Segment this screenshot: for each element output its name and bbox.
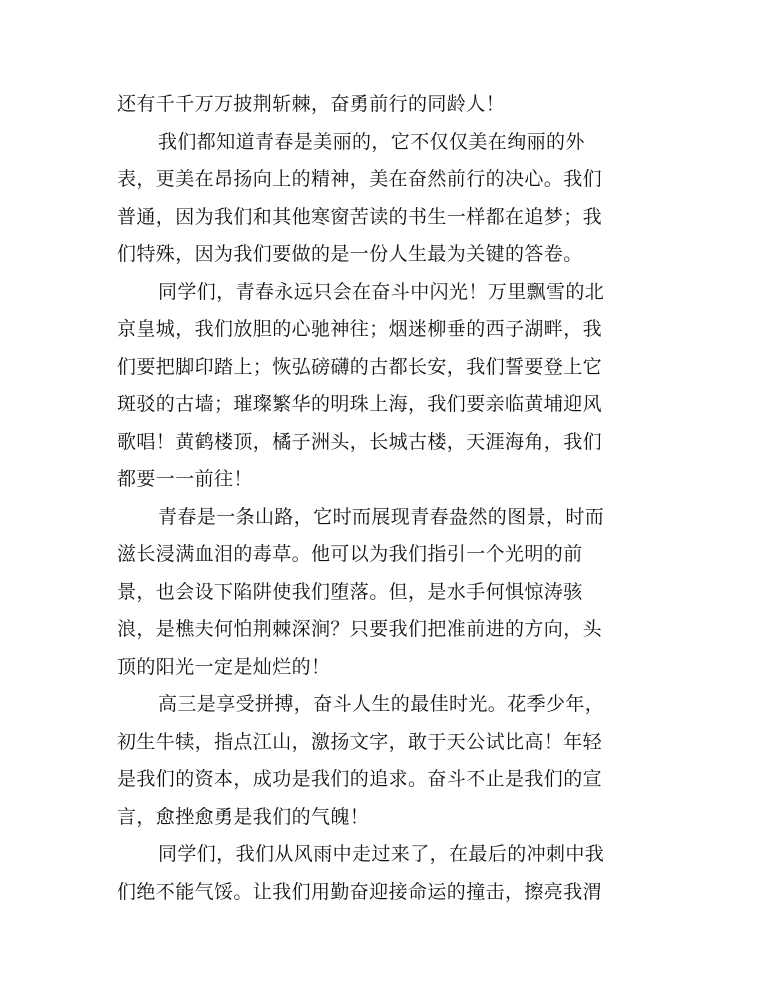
text-line: 们要把脚印踏上；恢弘磅礴的古都长安，我们誓要登上它 <box>117 355 603 378</box>
text-line: 们特殊，因为我们要做的是一份人生最为关键的答卷。 <box>117 243 583 265</box>
text-line: 浪，是樵夫何怕荆棘深涧？只要我们把准前进的方向，头 <box>117 618 603 640</box>
text-line: 京皇城，我们放胆的心驰神往；烟迷柳垂的西子湖畔，我 <box>117 318 603 340</box>
text-line: 还有千千万万披荆斩棘，奋勇前行的同龄人！ <box>117 93 506 115</box>
text-line: 普通，因为我们和其他寒窗苦读的书生一样都在追梦；我 <box>117 205 603 228</box>
paragraph-first-line: 同学们，我们从风雨中走过来了，在最后的冲刺中我 <box>158 843 605 865</box>
text-line: 是我们的资本，成功是我们的追求。奋斗不止是我们的宣 <box>117 768 603 790</box>
text-line: 景，也会设下陷阱使我们堕落。但，是水手何惧惊涛骇 <box>117 580 583 603</box>
paragraph-first-line: 我们都知道青春是美丽的，它不仅仅美在绚丽的外 <box>158 130 585 153</box>
paragraph-first-line: 高三是享受拼搏，奋斗人生的最佳时光。花季少年， <box>158 693 605 715</box>
text-line: 斑驳的古墙；璀璨繁华的明珠上海，我们要亲临黄埔迎风 <box>117 393 603 415</box>
text-line: 歌唱！黄鹤楼顶，橘子洲头，长城古楼，天涯海角，我们 <box>117 430 603 453</box>
text-line: 表，更美在昂扬向上的精神，美在奋然前行的决心。我们 <box>117 168 603 190</box>
document-body <box>117 86 637 911</box>
paragraph-first-line: 同学们，青春永远只会在奋斗中闪光！万里飘雪的北 <box>158 280 605 303</box>
text-line: 都要一一前往！ <box>117 468 253 490</box>
text-line: 们绝不能气馁。让我们用勤奋迎接命运的撞击，擦亮我渭 <box>117 880 603 903</box>
paragraph-first-line: 青春是一条山路，它时而展现青春盎然的图景，时而 <box>158 505 605 528</box>
text-line: 顶的阳光一定是灿烂的！ <box>117 655 331 678</box>
text-line: 初生牛犊，指点江山，激扬文字，敢于天公试比高！年轻 <box>117 730 603 753</box>
text-line: 滋长浸满血泪的毒草。他可以为我们指引一个光明的前 <box>117 543 583 565</box>
text-line: 言，愈挫愈勇是我们的气魄！ <box>117 805 370 828</box>
